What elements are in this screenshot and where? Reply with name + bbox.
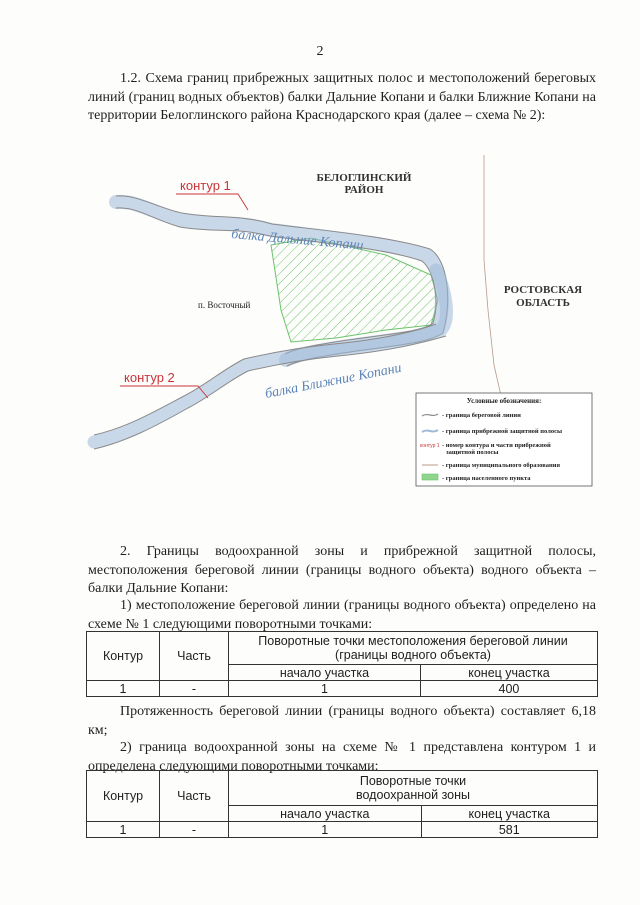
table-2-cell-part: -	[160, 822, 229, 838]
table-1-header-kontur: Контур	[87, 632, 160, 681]
legend-settlement-symbol	[422, 474, 438, 480]
kontur-2-label: контур 2	[124, 370, 175, 385]
boundary-map	[86, 150, 598, 495]
table-2-header-end: конец участка	[421, 806, 597, 822]
legend-item-settlement: - граница населенного пункта	[442, 475, 531, 482]
table-1-header-end: конец участка	[420, 665, 597, 681]
kontur-1-label: контур 1	[180, 178, 231, 193]
table-2-header-kontur: Контур	[87, 771, 160, 822]
table-2-header-part: Часть	[160, 771, 229, 822]
section-1-2-text: 1.2. Схема границ прибрежных защитных полос и местоположений береговых линий (границ водных объектов) балки Дальние Копани и балки Ближние Копани на территории Белоглинского района Краснодарского края (далее – схема № 2):	[88, 71, 596, 123]
river-2-label: балка Ближние Копани	[263, 360, 403, 402]
settlement-label: п. Восточный	[198, 300, 251, 310]
water-zone-points-table	[86, 770, 598, 838]
oblast-label-line1: РОСТОВСКАЯ	[503, 284, 583, 296]
section-2-item-1: 1) местоположение береговой линии (границы водного объекта) определено на схеме № 1 следующими поворотными точками:	[88, 598, 596, 632]
table-1-cell-part: -	[160, 681, 229, 697]
oblast-label-line2: ОБЛАСТЬ	[516, 297, 570, 309]
table-1-header-start: начало участка	[229, 665, 421, 681]
table-2-header-group-line2: водоохранной зоны	[355, 788, 471, 802]
legend-item-kontur: - номер контура и части прибрежной	[442, 442, 551, 449]
table-1-cell-end: 400	[420, 681, 597, 697]
legend-title: Условные обозначения:	[466, 397, 542, 405]
table-2-header-group	[229, 771, 598, 806]
region-label-line2: РАЙОН	[344, 184, 384, 196]
table-2-header-group-line1: Поворотные точки	[359, 774, 467, 788]
legend-item-strip: - граница прибрежной защитной полосы	[442, 428, 563, 435]
legend-strip-symbol	[422, 430, 438, 432]
table-1-header-part: Часть	[160, 632, 229, 681]
table-1-header-group: Поворотные точки местоположения береговой линии (границы водного объекта)	[229, 632, 598, 665]
municipal-border-line	[484, 155, 502, 400]
table-row	[87, 822, 598, 838]
table-2-cell-end: 581	[421, 822, 597, 838]
river-1-label: балка Дальние Копани	[230, 227, 365, 254]
table-row	[87, 681, 598, 697]
legend-item-kontur-cont: защитной полосы	[446, 449, 499, 456]
region-label-line1: БЕЛОГЛИНСКИЙ	[316, 172, 412, 184]
table-2-cell-kontur: 1	[87, 822, 160, 838]
table-1-cell-kontur: 1	[87, 681, 160, 697]
table-2-cell-start: 1	[229, 822, 422, 838]
page-number: 2	[316, 44, 324, 59]
legend-item-shoreline: - граница береговой линии	[442, 412, 521, 419]
legend-kontur-symbol: контур 1	[420, 443, 440, 449]
section-2-text: 2. Границы водоохранной зоны и прибрежной защитной полосы, местоположения береговой линии (границы водного объекта) водного объекта – балки Дальние Копани:	[88, 544, 596, 596]
table-1-cell-start: 1	[229, 681, 421, 697]
section-2-item-2: 2) граница водоохранной зоны на схеме № 1 представлена контуром 1 и определена следующими поворотными точками:	[88, 740, 596, 774]
map-legend	[416, 393, 592, 486]
kontur-1-callout-line	[176, 194, 248, 210]
shoreline-length-text: Протяженность береговой линии (границы водного объекта) составляет 6,18 км;	[88, 704, 596, 738]
shoreline-points-table	[86, 631, 598, 697]
boundary-map-svg	[86, 150, 598, 495]
table-2-header-start: начало участка	[229, 806, 422, 822]
legend-item-municipal: - граница муниципального образования	[442, 462, 560, 469]
